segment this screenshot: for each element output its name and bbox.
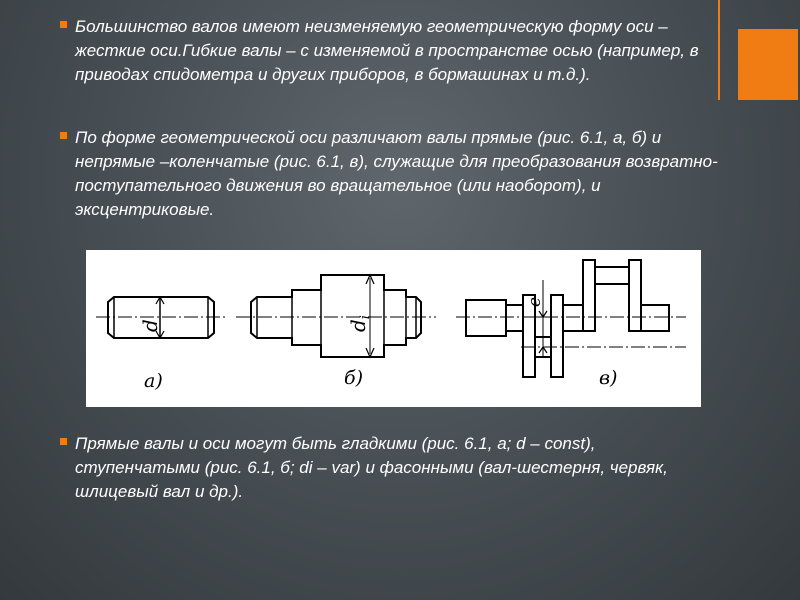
bullet-paragraph-3 [60,432,720,504]
caption-b: б) [344,367,364,389]
dim-label-d: d [138,319,162,332]
dim-label-di: $d_i$ [346,315,373,332]
shaft-figure [86,250,701,407]
caption-a: а) [144,370,163,392]
crankshaft-drawing [456,260,686,377]
dim-label-e: e [525,296,545,307]
caption-c: в) [599,367,618,389]
bullet-square-icon [60,132,67,139]
bullet-square-icon [60,21,67,28]
bullet-paragraph-1 [60,15,720,87]
accent-square [738,29,798,100]
paragraph-text: По форме геометрической оси различают валы прямые (рис. 6.1, а, б) и непрямые –коленчатые (рис. 6.1, в), служащие для преобразования возвратно-поступательного движения во вращательное (или наоборот), и эксцентриковые. [75,128,718,219]
bullet-paragraph-2 [60,126,720,222]
smooth-shaft-drawing [96,297,228,338]
stepped-shaft-drawing [236,275,436,357]
shaft-drawings [86,250,701,407]
paragraph-text: Прямые валы и оси могут быть гладкими (рис. 6.1, а; d – const), ступенчатыми (рис. 6.1, б; di – var) и фасонными (вал-шестерня, червяк, шлицевый вал и др.). [75,434,668,501]
bullet-square-icon [60,438,67,445]
paragraph-text: Большинство валов имеют неизменяемую геометрическую форму оси – жесткие оси.Гибкие валы – с изменяемой в пространстве осью (например, в приводах спидометра и других приборов, в бормашинах и т.д.). [75,17,699,84]
